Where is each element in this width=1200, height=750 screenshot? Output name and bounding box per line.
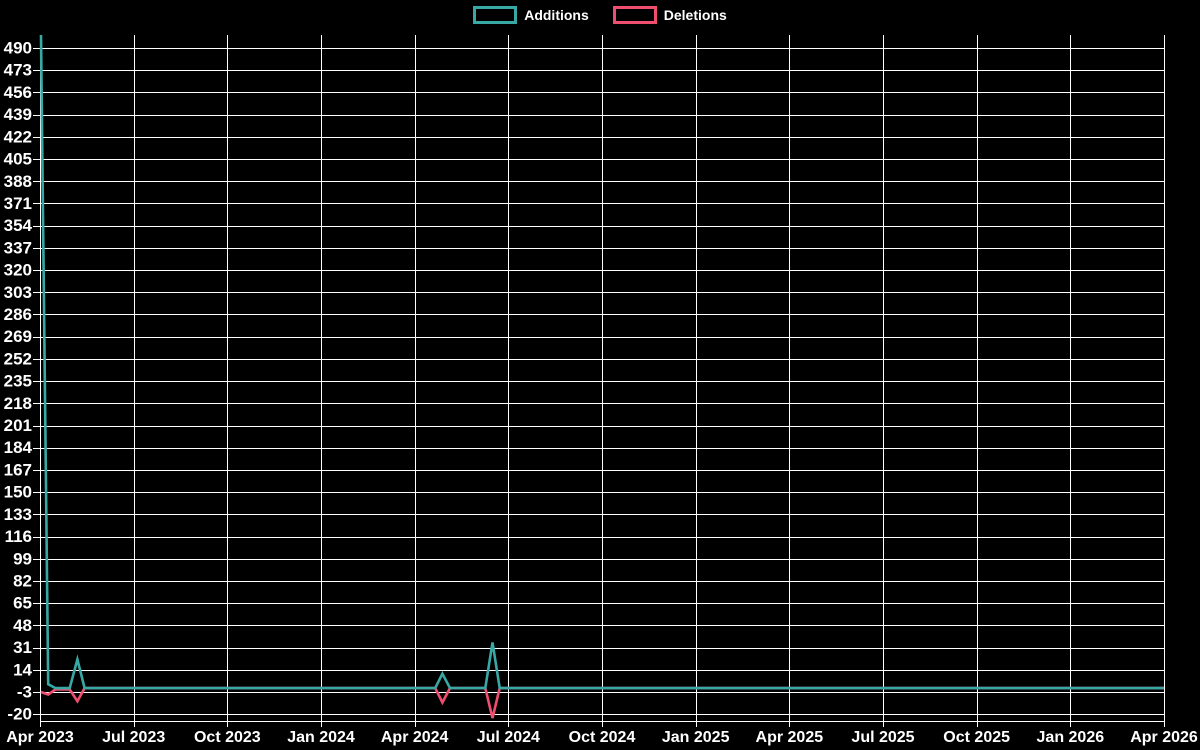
y-tick-label: 133 bbox=[3, 504, 32, 524]
y-tick-label: 286 bbox=[3, 304, 32, 324]
x-tick-label: Jul 2023 bbox=[102, 729, 166, 746]
y-tick-label: 320 bbox=[3, 260, 32, 280]
y-tick-label: 252 bbox=[3, 349, 32, 369]
x-tick-label: Apr 2026 bbox=[1130, 729, 1198, 746]
legend-item-deletions[interactable] bbox=[613, 6, 727, 24]
x-tick-label: Apr 2023 bbox=[6, 729, 74, 746]
x-tick-label: Jul 2025 bbox=[851, 729, 915, 746]
y-tick-label: 31 bbox=[13, 638, 32, 658]
y-tick-label: 235 bbox=[3, 371, 32, 391]
y-tick-label: 201 bbox=[3, 416, 32, 436]
y-tick-label: 184 bbox=[3, 438, 32, 458]
x-tick-label: Oct 2023 bbox=[193, 729, 261, 746]
additions-swatch-icon bbox=[473, 6, 517, 24]
y-tick-label: 388 bbox=[3, 171, 32, 191]
deletions-swatch-icon bbox=[613, 6, 657, 24]
x-tick-label: Apr 2024 bbox=[380, 729, 449, 746]
y-tick-label: 65 bbox=[13, 593, 32, 613]
x-tick-label: Jan 2025 bbox=[661, 729, 730, 746]
additions-legend-label: Additions bbox=[524, 7, 589, 23]
y-tick-label: 337 bbox=[3, 238, 32, 258]
y-tick-label: 48 bbox=[13, 615, 32, 635]
y-tick-label: 269 bbox=[3, 327, 32, 347]
y-tick-label: 422 bbox=[3, 127, 32, 147]
y-tick-label: 150 bbox=[3, 482, 32, 502]
y-tick-label: -20 bbox=[7, 704, 32, 724]
y-tick-label: 14 bbox=[13, 660, 32, 680]
x-tick-label: Jul 2024 bbox=[476, 729, 540, 746]
gridlines bbox=[33, 35, 1165, 727]
chart-legend bbox=[0, 6, 1200, 24]
deletions-legend-label: Deletions bbox=[663, 7, 727, 23]
y-tick-label: 82 bbox=[13, 571, 32, 591]
y-tick-label: 405 bbox=[3, 149, 32, 169]
y-tick-label: 116 bbox=[4, 527, 32, 547]
y-tick-label: 439 bbox=[3, 105, 32, 125]
y-tick-label: 473 bbox=[3, 60, 32, 80]
x-tick-label: Jan 2024 bbox=[287, 729, 355, 746]
y-tick-label: 371 bbox=[3, 193, 32, 213]
x-tick-label: Apr 2025 bbox=[755, 729, 824, 746]
y-tick-label: 456 bbox=[3, 82, 32, 102]
y-tick-label: 167 bbox=[3, 460, 32, 480]
x-tick-label: Jan 2026 bbox=[1036, 729, 1105, 746]
y-tick-label: 99 bbox=[13, 549, 32, 569]
y-tick-label: -3 bbox=[16, 682, 32, 702]
y-tick-label: 490 bbox=[3, 38, 32, 58]
y-tick-label: 303 bbox=[3, 282, 32, 302]
y-tick-labels bbox=[4, 39, 33, 724]
y-tick-label: 218 bbox=[3, 393, 32, 413]
y-tick-label: 354 bbox=[3, 216, 32, 236]
x-tick-labels bbox=[6, 729, 1198, 746]
x-tick-label: Oct 2024 bbox=[568, 729, 636, 746]
x-tick-label: Oct 2025 bbox=[943, 729, 1011, 746]
legend-item-additions[interactable] bbox=[473, 6, 589, 24]
